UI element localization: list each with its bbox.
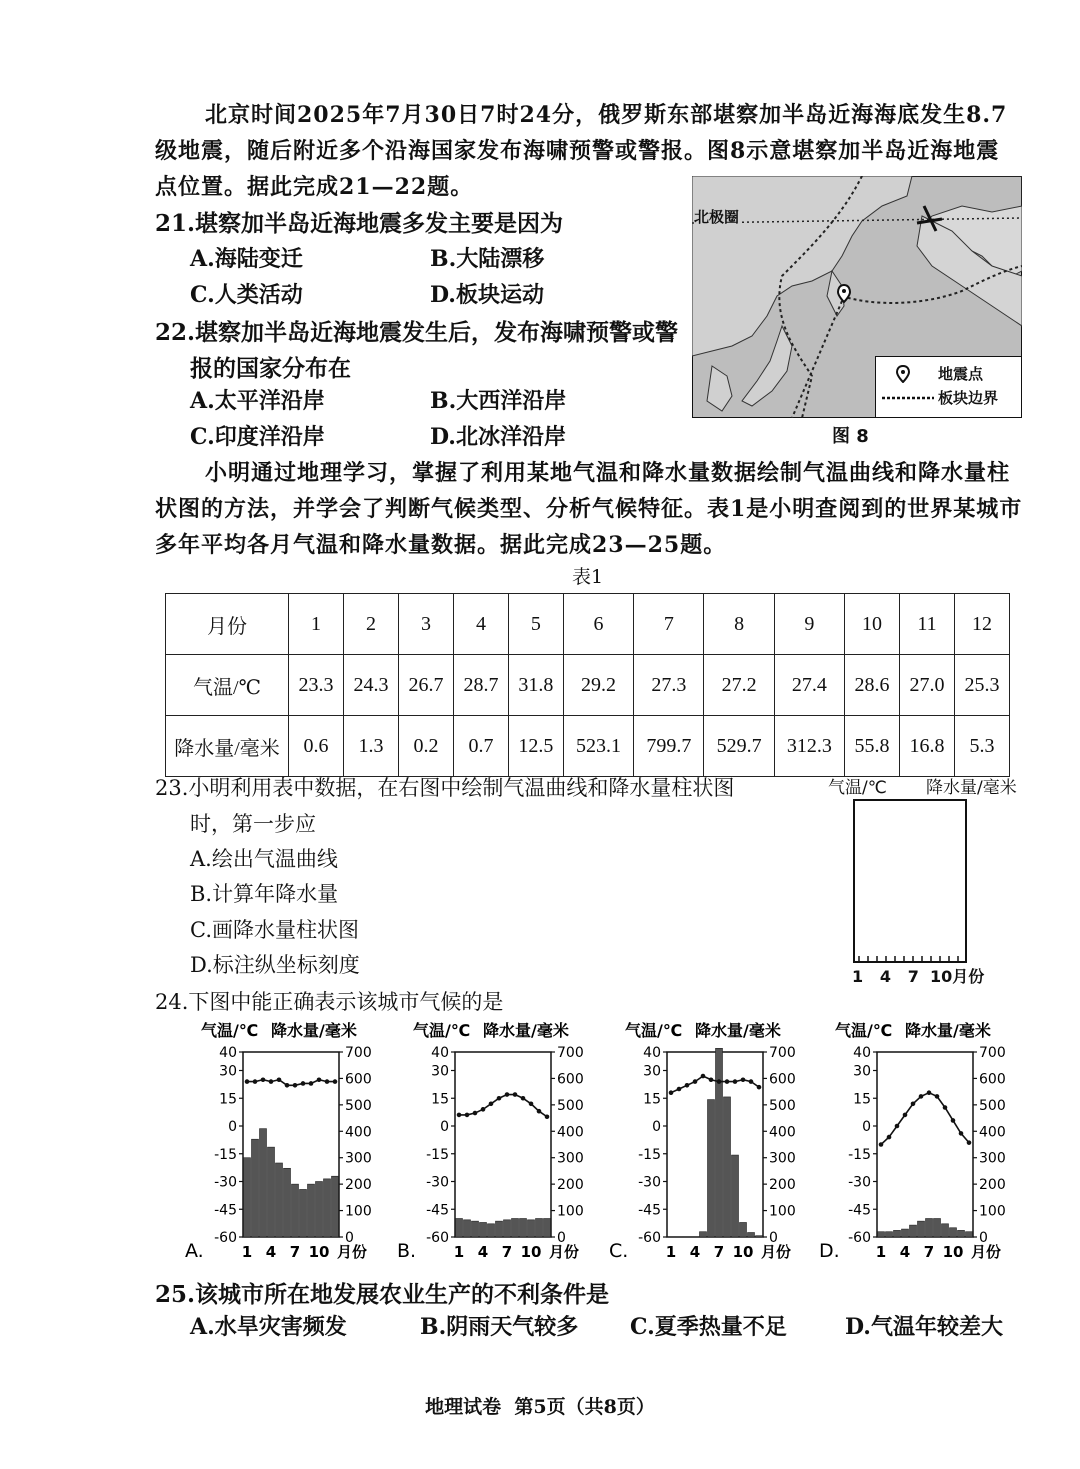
temperature-point (903, 1113, 908, 1118)
precip-bar (512, 1219, 519, 1238)
temperature-point (333, 1079, 338, 1084)
precip-bar (480, 1222, 487, 1237)
precip-bar (716, 1048, 723, 1237)
temperature-point (505, 1092, 510, 1097)
table-cell: 55.8 (844, 716, 899, 777)
precip-bar (324, 1179, 331, 1237)
temperature-point (943, 1105, 948, 1110)
precip-bar (886, 1232, 893, 1237)
precip-bar (528, 1220, 535, 1237)
temperature-point (497, 1096, 502, 1101)
q23-option-d[interactable]: D.标注纵坐标刻度 (190, 953, 360, 977)
chart-frame (455, 1052, 551, 1237)
climate-chart-b (397, 1021, 584, 1262)
table-cell: 3 (398, 594, 453, 655)
precip-bar (316, 1182, 323, 1238)
chart-y2-tick-label: 700 (345, 1045, 372, 1061)
chart-y-tick-label: 15 (431, 1091, 449, 1108)
legend-boundary-label: 板块边界 (938, 389, 999, 407)
table-cell: 8 (704, 594, 774, 655)
chart-y2-tick-label: 200 (557, 1177, 584, 1194)
chart-y2-tick-label: 200 (769, 1177, 796, 1194)
precip-bar (700, 1232, 707, 1237)
chart-y-tick-label: 0 (862, 1119, 871, 1135)
chart-y2-tick-label: 700 (979, 1045, 1006, 1061)
chart-y2-tick-label: 0 (979, 1230, 988, 1246)
table-cell: 12.5 (508, 716, 563, 777)
table-cell: 31.8 (508, 655, 563, 716)
table-cell: 27.3 (634, 655, 704, 716)
chart-y-tick-label: 30 (643, 1063, 661, 1080)
chart-y2-tick-label: 500 (557, 1097, 584, 1114)
temperature-point (927, 1090, 932, 1095)
chart-y-tick-label: -60 (426, 1230, 449, 1246)
chart-y2-tick-label: 600 (979, 1071, 1006, 1088)
chart-y-tick-label: 15 (219, 1091, 237, 1108)
temperature-point (285, 1083, 290, 1088)
precip-bar (910, 1225, 917, 1237)
precip-bar (520, 1219, 527, 1238)
chart-y-tick-label: 0 (228, 1119, 237, 1135)
chart-y2-tick-label: 700 (557, 1045, 584, 1061)
temperature-line (247, 1080, 335, 1086)
temperature-point (685, 1083, 690, 1088)
temperature-point (895, 1124, 900, 1129)
table-cell: 27.4 (774, 655, 844, 716)
temperature-point (733, 1079, 738, 1084)
temperature-point (261, 1077, 266, 1082)
table-cell: 28.6 (844, 655, 899, 716)
chart-option-label: D. (819, 1240, 840, 1262)
q21-option-d[interactable]: D.板块运动 (430, 282, 544, 308)
chart-x-tick-label: 7 (923, 1243, 935, 1261)
table-cell: 312.3 (774, 716, 844, 777)
chart-y-label: 气温/℃ (835, 1021, 893, 1040)
precip-bar (902, 1229, 909, 1237)
precip-bar (934, 1219, 941, 1238)
figure8-caption: 图 8 (832, 426, 869, 447)
chart-y-tick-label: -30 (214, 1174, 237, 1191)
chart-y2-tick-label: 0 (345, 1230, 354, 1246)
temperature-point (489, 1102, 494, 1107)
chart-y-label: 气温/℃ (625, 1021, 683, 1040)
q22-stem-line1: 22.堪察加半岛近海地震发生后，发布海啸预警或警 (155, 319, 679, 346)
blank-chart-x-label: 1 4 7 10月份 (852, 967, 985, 986)
precip-bar (308, 1184, 315, 1237)
precip-bar (544, 1219, 551, 1238)
blank-chart-ticks (855, 951, 965, 961)
climate-chart-d (819, 1021, 1006, 1262)
arctic-circle-label: 北极圈 (694, 208, 740, 226)
chart-option-label: C. (609, 1240, 629, 1262)
table-cell: 7 (634, 594, 704, 655)
chart-y-label: 气温/℃ (413, 1021, 471, 1040)
legend-quake-label: 地震点 (938, 365, 984, 383)
chart-y-tick-label: 30 (431, 1063, 449, 1080)
chart-y-tick-label: -30 (848, 1174, 871, 1191)
chart-y2-label: 降水量/毫米 (695, 1021, 781, 1040)
intro1-line2: 级地震，随后附近多个沿海国家发布海啸预警或警报。图8示意堪察加半岛近海地震 (155, 138, 1000, 164)
chart-y2-tick-label: 100 (769, 1203, 796, 1220)
chart-y2-tick-label: 0 (769, 1230, 778, 1246)
chart-y2-tick-label: 200 (979, 1177, 1006, 1194)
precip-bar (708, 1100, 715, 1237)
temperature-point (537, 1109, 542, 1114)
table-header-precipitation: 降水量/毫米 (166, 716, 289, 777)
chart-y-tick-label: -45 (426, 1202, 449, 1219)
temperature-point (879, 1142, 884, 1147)
table-cell: 16.8 (899, 716, 954, 777)
precip-bar (732, 1155, 739, 1237)
table-cell: 1.3 (343, 716, 398, 777)
q25-stem: 25.该城市所在地发展农业生产的不利条件是 (155, 1281, 610, 1308)
temperature-point (317, 1077, 322, 1082)
temperature-point (693, 1079, 698, 1084)
intro1-line1: 北京时间2025年7月30日7时24分，俄罗斯东部堪察加半岛近海海底发生8.7 (205, 102, 1008, 128)
table-cell: 0.6 (289, 716, 344, 777)
figure8-map (692, 176, 1022, 418)
chart-x-tick-label: 7 (713, 1243, 725, 1261)
chart-x-tick-label: 1 (875, 1243, 887, 1261)
map-legend (875, 356, 1022, 418)
precip-bar (292, 1184, 299, 1237)
temperature-point (529, 1102, 534, 1107)
chart-y2-tick-label: 400 (769, 1124, 796, 1141)
table-cell: 529.7 (704, 716, 774, 777)
table1 (165, 593, 1010, 777)
table-cell: 0.7 (453, 716, 508, 777)
table-row-temperature (166, 655, 1010, 716)
precip-bar (958, 1230, 965, 1237)
precip-bar (966, 1232, 973, 1237)
q23-stem-line1: 23.小明利用表中数据，在右图中绘制气温曲线和降水量柱状图 (155, 776, 735, 800)
q25-option-b[interactable]: B.阴雨天气较多 (420, 1314, 579, 1340)
chart-x-tick-label: 1 (665, 1243, 677, 1261)
precip-bar (300, 1189, 307, 1237)
blank-chart-precip-label: 降水量/毫米 (926, 778, 1017, 798)
chart-y-tick-label: -60 (638, 1230, 661, 1246)
precip-bar (260, 1129, 267, 1237)
chart-x-tick-label: 4 (899, 1243, 911, 1261)
intro2-line1: 小明通过地理学习，掌握了利用某地气温和降水量数据绘制气温曲线和降水量柱 (205, 460, 1011, 486)
chart-y2-tick-label: 300 (345, 1150, 372, 1167)
temperature-point (293, 1083, 298, 1088)
table-cell: 12 (954, 594, 1009, 655)
q23-option-c[interactable]: C.画降水量柱状图 (190, 918, 359, 942)
page-footer: 地理试卷 第5页（共8页） (425, 1396, 655, 1418)
temperature-point (757, 1085, 762, 1090)
q23-stem-line2: 时，第一步应 (190, 812, 316, 836)
temperature-point (545, 1114, 550, 1119)
table-cell: 0.2 (398, 716, 453, 777)
table-cell: 27.2 (704, 655, 774, 716)
temperature-point (709, 1077, 714, 1082)
temperature-point (669, 1090, 674, 1095)
chart-y-tick-label: 0 (652, 1119, 661, 1135)
table-row-months (166, 594, 1010, 655)
chart-x-tick-label: 1 (453, 1243, 465, 1261)
table-cell: 2 (343, 594, 398, 655)
temperature-point (749, 1079, 754, 1084)
temperature-point (951, 1118, 956, 1123)
chart-y-tick-label: -45 (214, 1202, 237, 1219)
precip-bar (268, 1147, 275, 1237)
temperature-point (473, 1111, 478, 1116)
chart-x-tick-label: 7 (289, 1243, 301, 1261)
table1-caption: 表1 (572, 566, 604, 588)
q24-stem: 24.下图中能正确表示该城市气候的是 (155, 990, 504, 1014)
chart-y2-tick-label: 600 (345, 1071, 372, 1088)
precip-bar (276, 1163, 283, 1237)
chart-y2-tick-label: 300 (557, 1150, 584, 1167)
q25-option-d[interactable]: D.气温年较差大 (845, 1314, 1003, 1340)
table-cell: 4 (453, 594, 508, 655)
climate-chart-a (185, 1021, 372, 1262)
q25-option-c[interactable]: C.夏季热量不足 (630, 1314, 787, 1340)
precip-bar (464, 1220, 471, 1237)
q24-climate-charts (185, 1020, 1045, 1270)
table-cell: 26.7 (398, 655, 453, 716)
chart-y-tick-label: 40 (431, 1045, 449, 1061)
chart-y-tick-label: 15 (643, 1091, 661, 1108)
chart-y2-tick-label: 0 (557, 1230, 566, 1246)
temperature-point (919, 1094, 924, 1099)
chart-y2-tick-label: 400 (557, 1124, 584, 1141)
precip-bar (878, 1232, 885, 1237)
table-cell: 5.3 (954, 716, 1009, 777)
chart-y2-tick-label: 700 (769, 1045, 796, 1061)
q22-option-d[interactable]: D.北冰洋沿岸 (430, 424, 566, 450)
precip-bar (724, 1097, 731, 1237)
temperature-point (457, 1113, 462, 1118)
chart-y-tick-label: -45 (848, 1202, 871, 1219)
precip-bar (472, 1221, 479, 1237)
chart-x-tick-label: 10 (308, 1243, 330, 1261)
chart-y2-tick-label: 600 (557, 1071, 584, 1088)
chart-y2-tick-label: 400 (345, 1124, 372, 1141)
chart-y2-tick-label: 400 (979, 1124, 1006, 1141)
temperature-point (253, 1079, 258, 1084)
chart-x-label: 月份 (337, 1243, 368, 1261)
q22-stem-line2: 报的国家分布在 (190, 355, 351, 382)
table-cell: 9 (774, 594, 844, 655)
temperature-point (325, 1079, 330, 1084)
precip-bar (244, 1158, 251, 1237)
precip-bar (748, 1233, 755, 1237)
legend-boundary-icon (882, 395, 934, 401)
q22-option-a[interactable]: A.太平洋沿岸 (190, 388, 325, 414)
temperature-point (521, 1096, 526, 1101)
intro2-line2: 状图的方法，并学会了判断气候类型、分析气候特征。表1是小明查阅到的世界某城市 (155, 496, 1023, 522)
temperature-point (309, 1081, 314, 1086)
chart-y-tick-label: -15 (638, 1146, 661, 1163)
precip-bar (942, 1224, 949, 1237)
chart-y2-label: 降水量/毫米 (483, 1021, 569, 1040)
table-cell: 10 (844, 594, 899, 655)
chart-y-tick-label: -60 (214, 1230, 237, 1246)
chart-y2-tick-label: 100 (557, 1203, 584, 1220)
chart-y-tick-label: 40 (853, 1045, 871, 1061)
chart-y-tick-label: -15 (848, 1146, 871, 1163)
chart-frame (877, 1052, 973, 1237)
chart-x-tick-label: 4 (265, 1243, 277, 1261)
legend-quake-icon (896, 365, 910, 383)
chart-x-tick-label: 4 (689, 1243, 701, 1261)
chart-y-tick-label: 30 (853, 1063, 871, 1080)
q22-option-c[interactable]: C.印度洋沿岸 (190, 424, 325, 450)
temperature-point (959, 1131, 964, 1136)
precip-bar (918, 1221, 925, 1237)
chart-x-tick-label: 4 (477, 1243, 489, 1261)
temperature-point (277, 1077, 282, 1082)
chart-y2-tick-label: 300 (979, 1150, 1006, 1167)
chart-y2-tick-label: 500 (345, 1097, 372, 1114)
temperature-point (911, 1102, 916, 1107)
chart-option-label: B. (397, 1240, 417, 1262)
precip-bar (536, 1219, 543, 1238)
table-row-precipitation (166, 716, 1010, 777)
temperature-point (935, 1094, 940, 1099)
table-cell: 23.3 (289, 655, 344, 716)
chart-x-tick-label: 10 (520, 1243, 542, 1261)
table-cell: 28.7 (453, 655, 508, 716)
chart-y2-tick-label: 600 (769, 1071, 796, 1088)
temperature-point (741, 1077, 746, 1082)
temperature-point (465, 1113, 470, 1118)
precip-bar (496, 1221, 503, 1237)
chart-y-tick-label: -15 (214, 1146, 237, 1163)
chart-y-tick-label: 40 (219, 1045, 237, 1061)
blank-chart-temp-label: 气温/℃ (828, 778, 887, 798)
chart-y-tick-label: -45 (638, 1202, 661, 1219)
temperature-point (301, 1081, 306, 1086)
table-cell: 523.1 (563, 716, 633, 777)
temperature-point (701, 1074, 706, 1079)
q23-option-a[interactable]: A.绘出气温曲线 (190, 847, 338, 871)
chart-y-tick-label: 0 (440, 1119, 449, 1135)
precip-bar (488, 1224, 495, 1237)
temperature-point (887, 1135, 892, 1140)
temperature-point (725, 1079, 730, 1084)
precip-bar (950, 1228, 957, 1237)
chart-y2-tick-label: 100 (979, 1203, 1006, 1220)
chart-x-label: 月份 (761, 1243, 792, 1261)
chart-y2-tick-label: 300 (769, 1150, 796, 1167)
temperature-point (513, 1092, 518, 1097)
chart-x-label: 月份 (971, 1243, 1002, 1261)
chart-y-tick-label: 15 (853, 1091, 871, 1108)
table-cell: 29.2 (563, 655, 633, 716)
table-cell: 1 (289, 594, 344, 655)
chart-x-tick-label: 10 (942, 1243, 964, 1261)
precip-bar (284, 1168, 291, 1237)
temperature-point (677, 1087, 682, 1092)
precip-bar (504, 1220, 511, 1237)
temperature-line (671, 1076, 759, 1093)
intro1-line3: 点位置。据此完成21—22题。 (155, 174, 474, 200)
chart-x-tick-label: 10 (732, 1243, 754, 1261)
precip-bar (926, 1219, 933, 1238)
intro2-line3: 多年平均各月气温和降水量数据。据此完成23—25题。 (155, 532, 727, 558)
temperature-point (717, 1079, 722, 1084)
chart-x-label: 月份 (549, 1243, 580, 1261)
blank-chart-frame (853, 799, 967, 963)
temperature-point (245, 1079, 250, 1084)
q21-stem: 21.堪察加半岛近海地震多发主要是因为 (155, 210, 564, 237)
q23-option-b[interactable]: B.计算年降水量 (190, 882, 339, 906)
table-header-temperature: 气温/℃ (166, 655, 289, 716)
temperature-point (269, 1079, 274, 1084)
q21-option-c[interactable]: C.人类活动 (190, 282, 303, 308)
table-cell: 6 (563, 594, 633, 655)
precip-bar (456, 1219, 463, 1238)
chart-y2-tick-label: 100 (345, 1203, 372, 1220)
chart-y2-label: 降水量/毫米 (905, 1021, 991, 1040)
table-cell: 27.0 (899, 655, 954, 716)
q21-option-b[interactable]: B.大陆漂移 (430, 246, 545, 272)
chart-y-tick-label: -15 (426, 1146, 449, 1163)
chart-y-tick-label: -60 (848, 1230, 871, 1246)
climate-chart-c (609, 1021, 796, 1262)
precip-bar (756, 1236, 763, 1237)
chart-y2-tick-label: 500 (979, 1097, 1006, 1114)
temperature-point (967, 1140, 972, 1145)
precip-bar (252, 1139, 259, 1237)
chart-option-label: A. (185, 1240, 204, 1262)
temperature-point (481, 1107, 486, 1112)
q21-option-a[interactable]: A.海陆变迁 (190, 246, 303, 272)
temperature-line (459, 1095, 547, 1117)
chart-y-tick-label: -30 (426, 1174, 449, 1191)
precip-bar (332, 1176, 339, 1237)
temperature-line (881, 1093, 969, 1145)
q22-option-b[interactable]: B.大西洋沿岸 (430, 388, 567, 414)
precip-bar (894, 1230, 901, 1237)
chart-y-tick-label: -30 (638, 1174, 661, 1191)
table-header-month: 月份 (166, 594, 289, 655)
table-cell: 11 (899, 594, 954, 655)
table-cell: 5 (508, 594, 563, 655)
chart-y-tick-label: 30 (219, 1063, 237, 1080)
table-cell: 799.7 (634, 716, 704, 777)
chart-frame (667, 1052, 763, 1237)
table-cell: 24.3 (343, 655, 398, 716)
chart-y2-tick-label: 500 (769, 1097, 796, 1114)
chart-x-tick-label: 7 (501, 1243, 513, 1261)
chart-y-tick-label: 40 (643, 1045, 661, 1061)
precip-bar (740, 1222, 747, 1237)
chart-y2-label: 降水量/毫米 (271, 1021, 357, 1040)
q25-option-a[interactable]: A.水旱灾害频发 (190, 1314, 347, 1340)
chart-y-label: 气温/℃ (201, 1021, 259, 1040)
chart-x-tick-label: 1 (241, 1243, 253, 1261)
table-cell: 25.3 (954, 655, 1009, 716)
chart-y2-tick-label: 200 (345, 1177, 372, 1194)
